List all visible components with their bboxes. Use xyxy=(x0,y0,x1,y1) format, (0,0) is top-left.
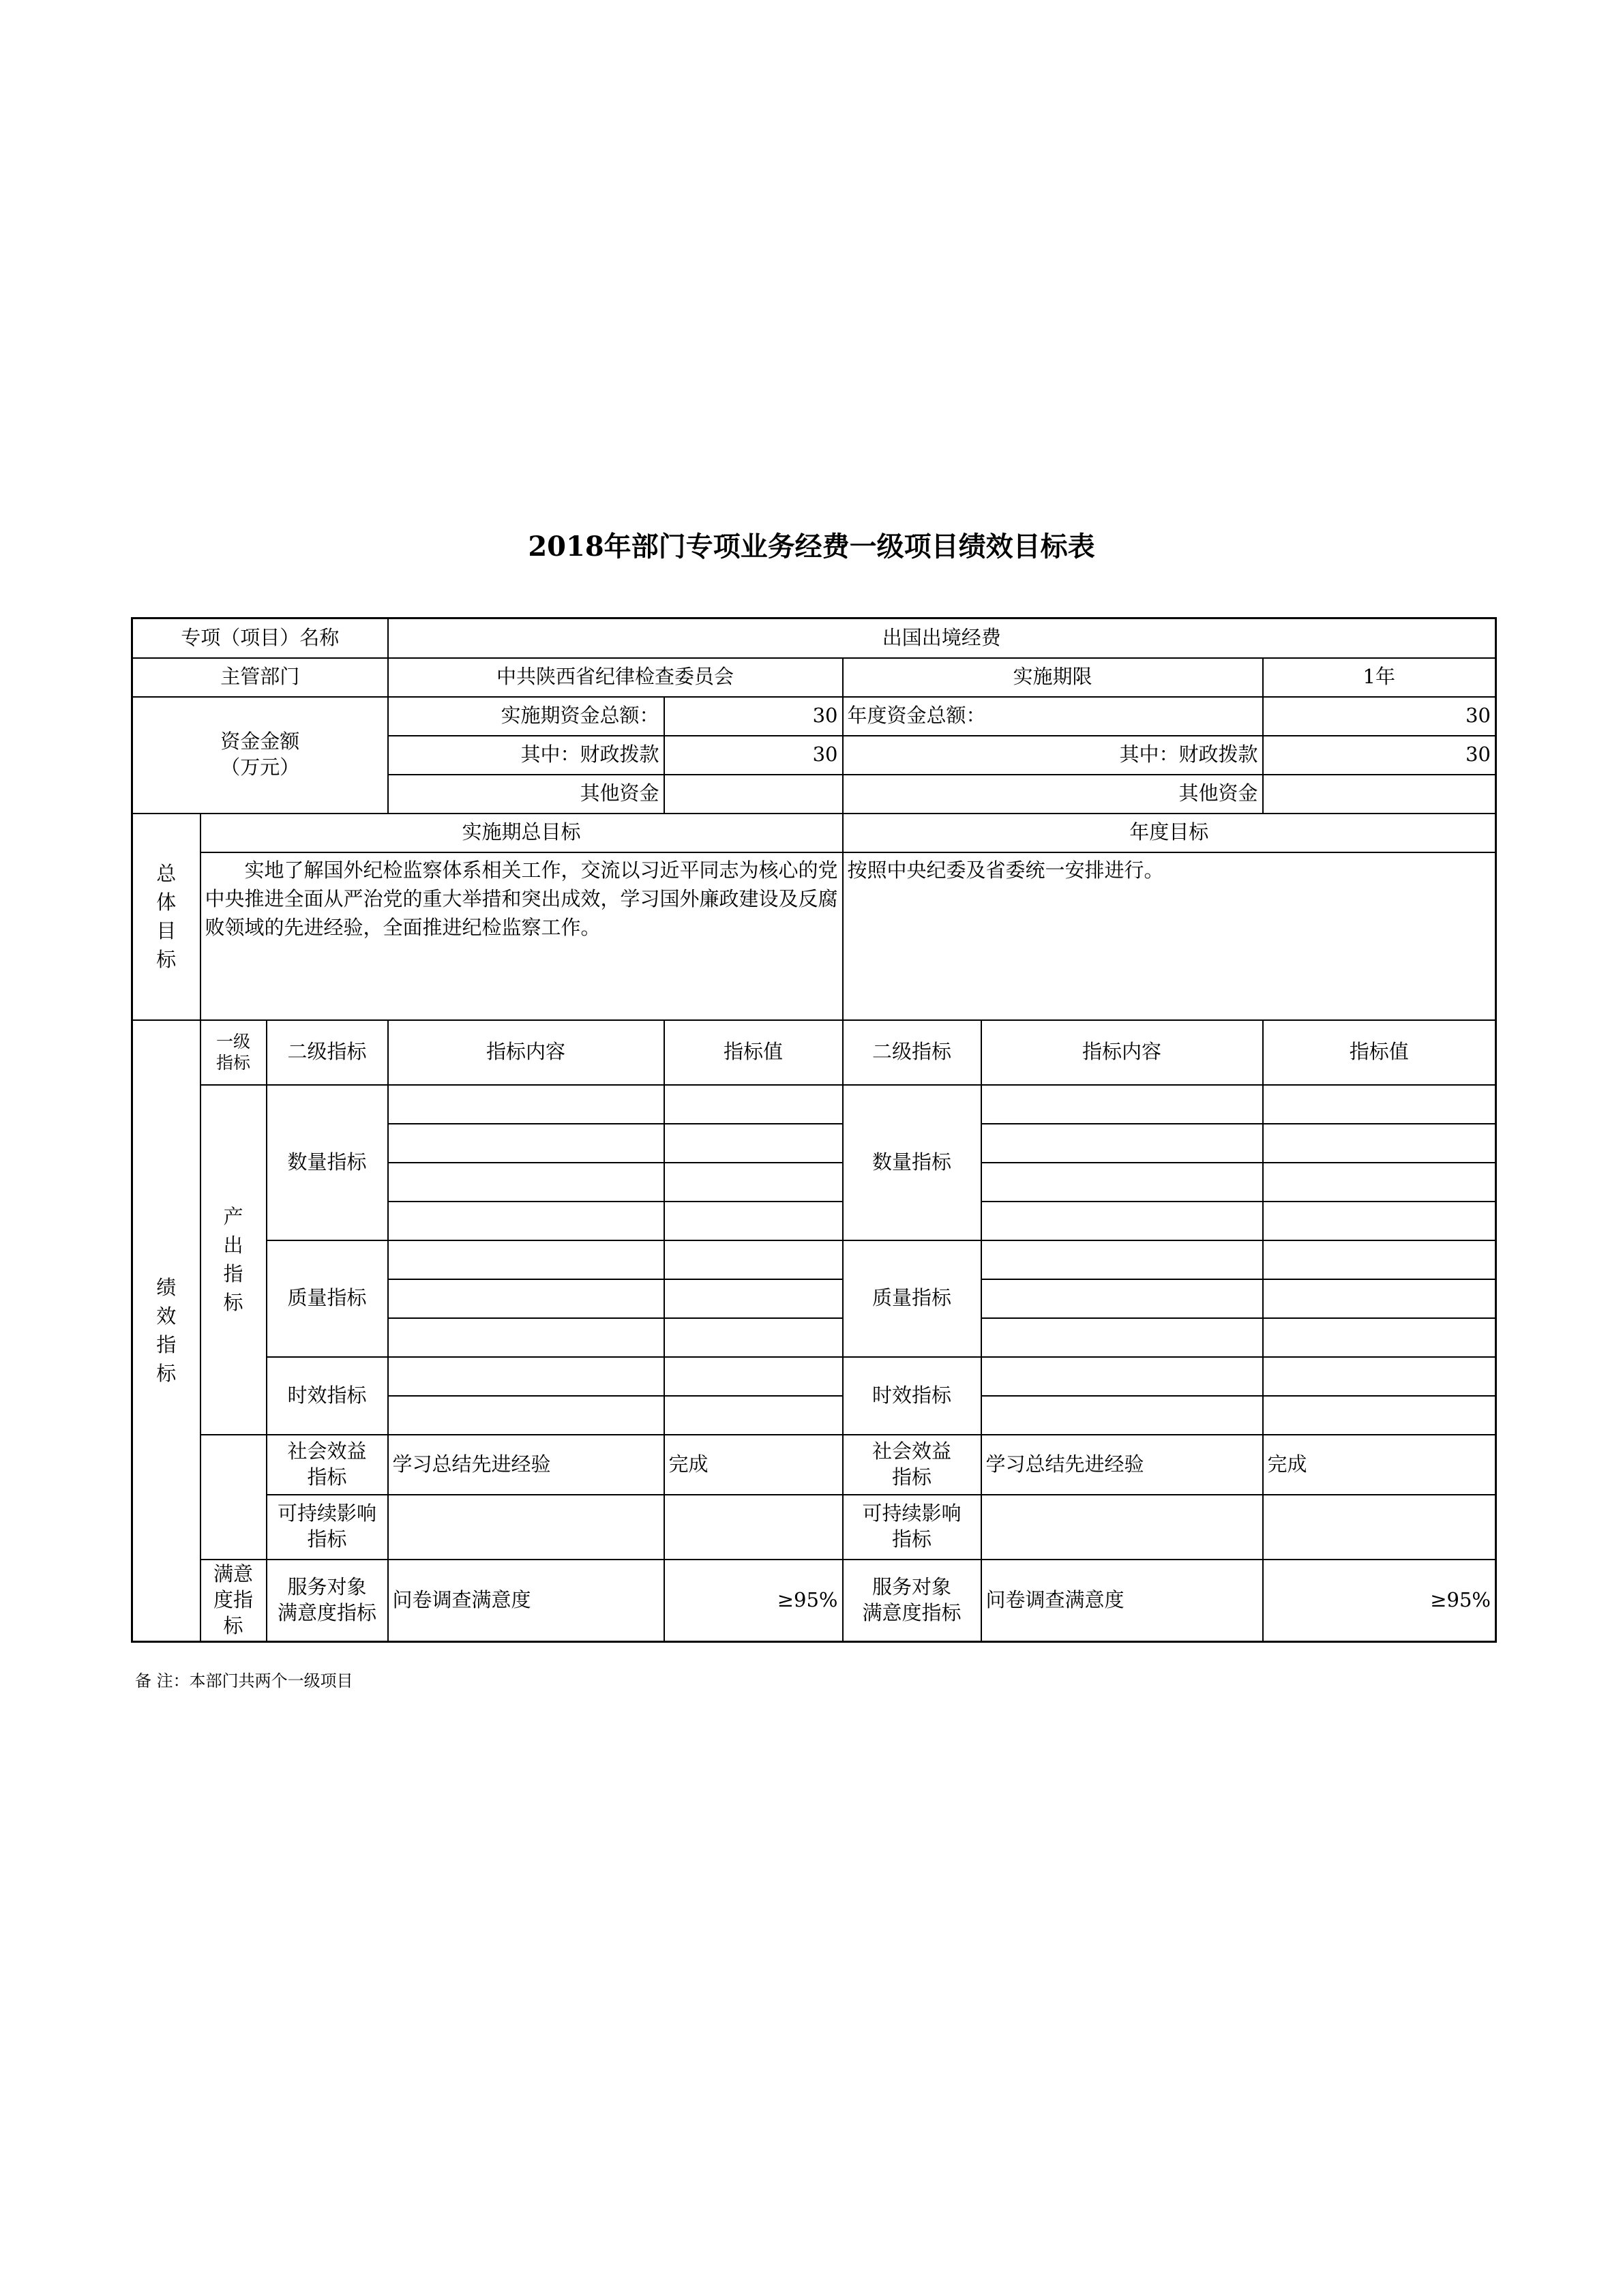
social-value: 完成 xyxy=(664,1435,843,1495)
quality-label-annual: 质量指标 xyxy=(843,1240,981,1357)
sustainable-value-annual xyxy=(1263,1495,1496,1560)
quantity-content-annual-4 xyxy=(981,1202,1263,1240)
quantity-value-annual-2 xyxy=(1263,1124,1496,1163)
quality-value-annual-1 xyxy=(1263,1240,1496,1279)
effect-indicators-label xyxy=(200,1435,267,1560)
timeliness-value-2 xyxy=(664,1396,843,1435)
funds-label xyxy=(132,697,388,814)
social-label-annual: 社会效益 指标 xyxy=(843,1435,981,1495)
period-value: 1年 xyxy=(1263,658,1496,697)
period-total-label: 实施期资金总额： xyxy=(388,697,664,736)
annual-goal-text: 按照中央纪委及省委统一安排进行。 xyxy=(843,852,1496,1020)
timeliness-value-annual-1 xyxy=(1263,1357,1496,1396)
period-fiscal-label: 其中：财政拨款 xyxy=(388,736,664,775)
satisfaction-content-annual: 问卷调查满意度 xyxy=(981,1560,1263,1642)
performance-table xyxy=(131,617,1497,1643)
timeliness-content-annual-2 xyxy=(981,1396,1263,1435)
quantity-value-annual-1 xyxy=(1263,1085,1496,1124)
quality-content-annual-1 xyxy=(981,1240,1263,1279)
satisfaction-level1-label: 满意 度指 标 xyxy=(200,1560,267,1642)
quantity-value-2 xyxy=(664,1124,843,1163)
satisfaction-value: ≥95% xyxy=(664,1560,843,1642)
annual-fiscal-label: 其中：财政拨款 xyxy=(843,736,1263,775)
period-fiscal-value: 30 xyxy=(664,736,843,775)
quantity-value-annual-4 xyxy=(1263,1202,1496,1240)
period-goal-text: 实地了解国外纪检监察体系相关工作，交流以习近平同志为核心的党中央推进全面从严治党的重大举措和突出成效，学习国外廉政建设及反腐败领域的先进经验，全面推进纪检监察工作。 xyxy=(200,852,843,1020)
department-label: 主管部门 xyxy=(132,658,388,697)
social-content-annual: 学习总结先进经验 xyxy=(981,1435,1263,1495)
annual-total-label: 年度资金总额： xyxy=(843,697,1263,736)
quality-content-annual-3 xyxy=(981,1318,1263,1357)
timeliness-value-annual-2 xyxy=(1263,1396,1496,1435)
quality-value-annual-3 xyxy=(1263,1318,1496,1357)
page-title: 2018年部门专项业务经费一级项目绩效目标表 xyxy=(528,531,1095,563)
timeliness-content-2 xyxy=(388,1396,664,1435)
col-value-header: 指标值 xyxy=(664,1020,843,1085)
annual-other-value xyxy=(1263,775,1496,814)
sustainable-value xyxy=(664,1495,843,1560)
satisfaction-value-annual: ≥95% xyxy=(1263,1560,1496,1642)
quantity-content-4 xyxy=(388,1202,664,1240)
quantity-value-annual-3 xyxy=(1263,1163,1496,1202)
annual-fiscal-value: 30 xyxy=(1263,736,1496,775)
goals-section-label: 总 体 目 标 xyxy=(132,814,200,1020)
quality-content-2 xyxy=(388,1279,664,1318)
project-name-label: 专项（项目）名称 xyxy=(132,618,388,658)
social-content: 学习总结先进经验 xyxy=(388,1435,664,1495)
timeliness-label: 时效指标 xyxy=(267,1357,388,1435)
annual-other-label: 其他资金 xyxy=(843,775,1263,814)
timeliness-value-1 xyxy=(664,1357,843,1396)
sustainable-label: 可持续影响 指标 xyxy=(267,1495,388,1560)
project-name-value: 出国出境经费 xyxy=(388,618,1496,658)
output-indicators-label: 产 出 指 标 xyxy=(200,1085,267,1435)
sustainable-content-annual xyxy=(981,1495,1263,1560)
col-level2-header: 二级指标 xyxy=(267,1020,388,1085)
timeliness-content-1 xyxy=(388,1357,664,1396)
quantity-content-annual-1 xyxy=(981,1085,1263,1124)
quality-content-1 xyxy=(388,1240,664,1279)
quality-value-1 xyxy=(664,1240,843,1279)
social-value-annual: 完成 xyxy=(1263,1435,1496,1495)
col-level2-header-annual: 二级指标 xyxy=(843,1020,981,1085)
period-goal-header: 实施期总目标 xyxy=(200,814,843,852)
quality-value-2 xyxy=(664,1279,843,1318)
col-content-header-annual: 指标内容 xyxy=(981,1020,1263,1085)
quantity-content-annual-2 xyxy=(981,1124,1263,1163)
quality-label: 质量指标 xyxy=(267,1240,388,1357)
indicators-section-label: 绩 效 指 标 xyxy=(132,1020,200,1642)
annual-goal-header: 年度目标 xyxy=(843,814,1496,852)
footnote: 备 注：本部门共两个一级项目 xyxy=(135,1671,353,1690)
annual-total-value: 30 xyxy=(1263,697,1496,736)
quality-content-annual-2 xyxy=(981,1279,1263,1318)
quantity-value-3 xyxy=(664,1163,843,1202)
quantity-content-2 xyxy=(388,1124,664,1163)
funds-label-line1: 资金金额 xyxy=(220,730,300,754)
satisfaction-content: 问卷调查满意度 xyxy=(388,1560,664,1642)
social-label: 社会效益 指标 xyxy=(267,1435,388,1495)
period-label: 实施期限 xyxy=(843,658,1263,697)
quality-value-annual-2 xyxy=(1263,1279,1496,1318)
quantity-value-1 xyxy=(664,1085,843,1124)
quality-value-3 xyxy=(664,1318,843,1357)
quantity-content-1 xyxy=(388,1085,664,1124)
timeliness-content-annual-1 xyxy=(981,1357,1263,1396)
quantity-label: 数量指标 xyxy=(267,1085,388,1240)
col-level1-header: 一级 指标 xyxy=(200,1020,267,1085)
period-other-label: 其他资金 xyxy=(388,775,664,814)
quantity-content-3 xyxy=(388,1163,664,1202)
period-other-value xyxy=(664,775,843,814)
quantity-value-4 xyxy=(664,1202,843,1240)
funds-label-line2: （万元） xyxy=(220,756,300,779)
quantity-label-annual: 数量指标 xyxy=(843,1085,981,1240)
col-value-header-annual: 指标值 xyxy=(1263,1020,1496,1085)
satisfaction-level2-label: 服务对象 满意度指标 xyxy=(267,1560,388,1642)
sustainable-content xyxy=(388,1495,664,1560)
quantity-content-annual-3 xyxy=(981,1163,1263,1202)
col-content-header: 指标内容 xyxy=(388,1020,664,1085)
department-value: 中共陕西省纪律检查委员会 xyxy=(388,658,843,697)
sustainable-label-annual: 可持续影响 指标 xyxy=(843,1495,981,1560)
period-total-value: 30 xyxy=(664,697,843,736)
satisfaction-level2-label-annual: 服务对象 满意度指标 xyxy=(843,1560,981,1642)
quality-content-3 xyxy=(388,1318,664,1357)
timeliness-label-annual: 时效指标 xyxy=(843,1357,981,1435)
